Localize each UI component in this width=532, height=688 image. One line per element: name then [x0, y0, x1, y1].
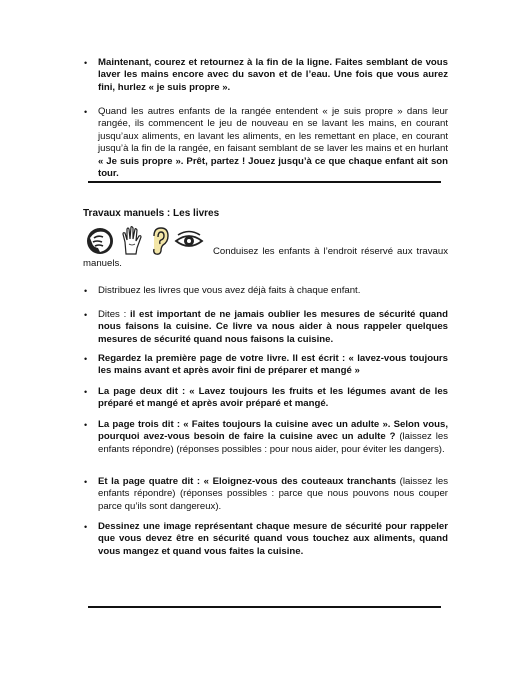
normal-text: Distribuez les livres que vous avez déjà faits à chaque enfant.	[98, 285, 361, 296]
bullet-glyph: •	[84, 387, 88, 397]
bullet-glyph: •	[84, 107, 88, 117]
horizontal-rule	[88, 606, 441, 608]
section-heading: Travaux manuels : Les livres	[83, 208, 220, 219]
normal-text: Dites :	[98, 309, 130, 320]
bold-text: il est important de ne jamais oublier les mesures de sécurité quand nous faisons la cuisine. Ce livre va nous aider à nous rappeler quelques mesures de sécurité quand nous faisons la cuisine.	[98, 309, 448, 345]
bold-text: « Je suis propre ». Prêt, partez ! Jouez jusqu’à ce que chaque enfant ait son tour.	[98, 155, 448, 180]
normal-text: (laissez les enfants répondre) (réponses possibles : pour nous aider, pour éviter les dangers).	[98, 431, 448, 455]
normal-text: (laissez les enfants répondre) (réponses possibles : parce que nous pouvons nous couper parce qu’ils sont dangereux).	[98, 476, 448, 512]
bold-text: Et la page quatre dit : « Eloignez-vous des couteaux tranchants	[98, 476, 397, 487]
normal-text: Quand les autres enfants de la rangée entendent « je suis propre » dans leur rangée, ils commencent le jeu de nouveau en se lavant les mains, en courant jusqu’aux aliments, en lavant les aliments, en les remettant en place, en courant jusqu’à la fin de la rangée, en faisant semblant de se laver les mains et en hurlant	[98, 106, 448, 155]
horizontal-rule	[88, 181, 441, 183]
intro-text: Conduisez les enfants à l’endroit réservé aux travaux manuels.	[83, 246, 448, 270]
bullet-glyph: •	[84, 310, 88, 320]
bullet-glyph: •	[84, 58, 88, 68]
bold-text: Maintenant, courez et retournez à la fin de la ligne. Faites semblant de vous laver les mains encore avec du savon et de l’eau. Une fois que vous aurez fini, hurlez « je suis propre ».	[98, 57, 448, 93]
bold-text: La page trois dit : « Faites toujours la cuisine avec un adulte ». Selon vous, pourquoi avez-vous besoin de faire la cuisine avec un adulte ?	[98, 419, 448, 443]
bold-text: Dessinez une image représentant chaque mesure de sécurité pour rappeler que vous devez être en sécurité quand vous touchez aux aliments, quand vous mangez et quand vous faites la cuisine.	[98, 521, 448, 557]
bullet-glyph: •	[84, 286, 88, 296]
bold-text: La page deux dit : « Lavez toujours les fruits et les légumes avant de les préparé et mangé et après avoir préparé et mangé.	[98, 386, 448, 410]
bullet-glyph: •	[84, 522, 88, 532]
bullet-glyph: •	[84, 420, 88, 430]
bullet-glyph: •	[84, 477, 88, 487]
bold-text: Regardez la première page de votre livre. Il est écrit : « lavez-vous toujours les mains avant et après avoir fini de préparer et mangé »	[98, 353, 448, 377]
bullet-glyph: •	[84, 354, 88, 364]
